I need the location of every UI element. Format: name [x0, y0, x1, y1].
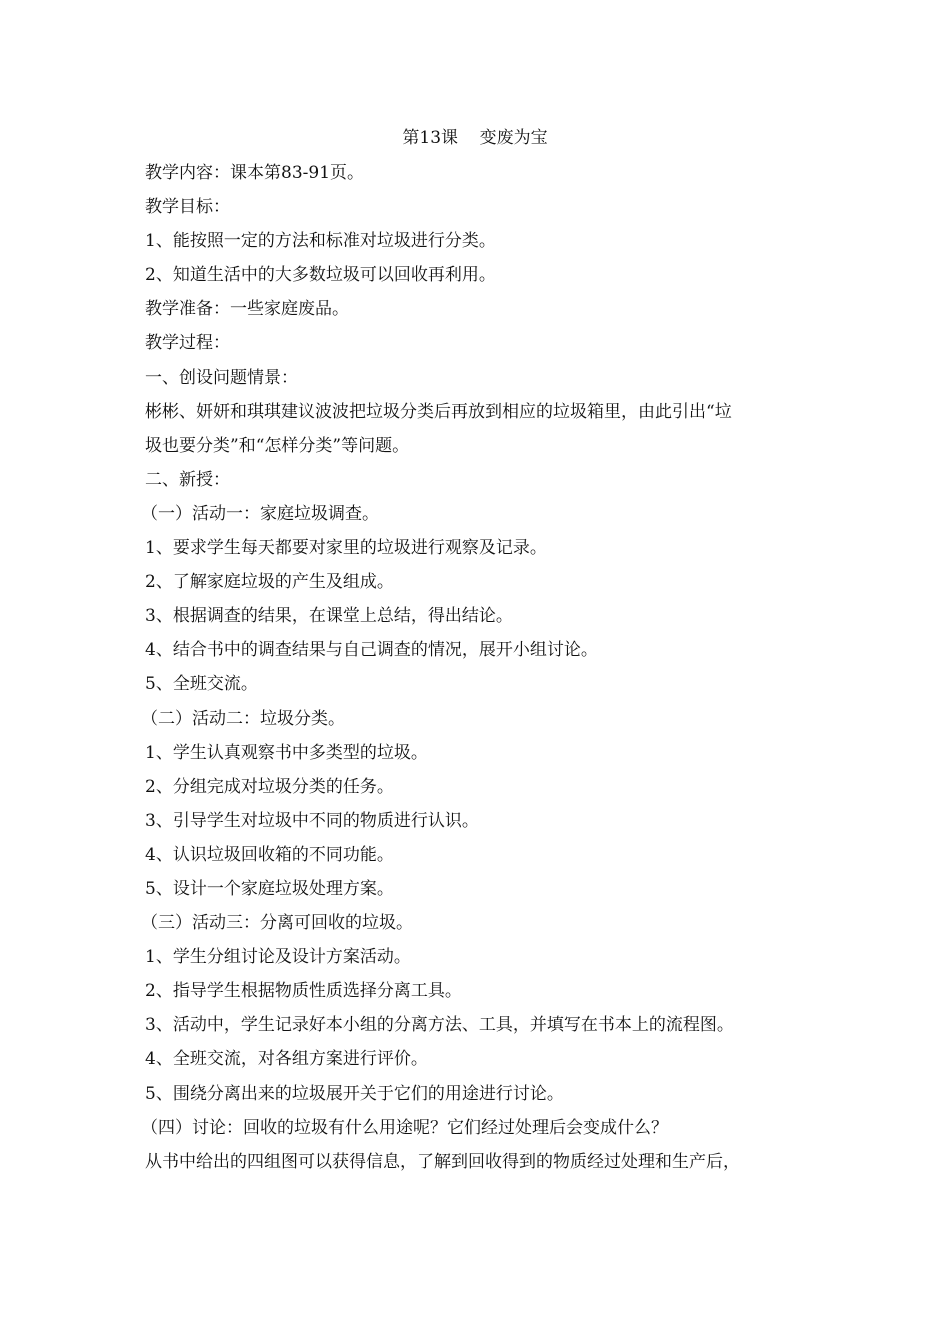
- text-line: 5、全班交流。: [145, 674, 258, 695]
- text-line: 教学过程：: [145, 333, 230, 354]
- text-line: 彬彬、妍妍和琪琪建议波波把垃圾分类后再放到相应的垃圾箱里，由此引出“垃: [145, 401, 732, 422]
- text-line: 4、结合书中的调查结果与自己调查的情况，展开小组讨论。: [145, 640, 598, 661]
- subsection-heading: （二）活动二：垃圾分类。: [141, 708, 345, 729]
- lesson-title: 第13课 变废为宝: [402, 128, 548, 148]
- text-line: 5、设计一个家庭垃圾处理方案。: [145, 878, 394, 899]
- subsection-heading: （三）活动三：分离可回收的垃圾。: [141, 913, 413, 934]
- text-line: 3、引导学生对垃圾中不同的物质进行认识。: [145, 810, 479, 831]
- lesson-body: [141, 156, 815, 1179]
- subsection-heading: （一）活动一：家庭垃圾调查。: [141, 503, 379, 524]
- text-line: 2、知道生活中的大多数垃圾可以回收再利用。: [145, 265, 496, 286]
- subsection-heading: （四）讨论：回收的垃圾有什么用途呢？它们经过处理后会变成什么？: [141, 1117, 668, 1138]
- text-line: 1、学生认真观察书中多类型的垃圾。: [145, 742, 428, 763]
- text-line: 教学准备：一些家庭废品。: [145, 299, 349, 320]
- text-line: 4、全班交流，对各组方案进行评价。: [145, 1049, 428, 1070]
- text-line: 1、能按照一定的方法和标准对垃圾进行分类。: [145, 231, 496, 252]
- text-line: 圾也要分类”和“怎样分类”等问题。: [145, 435, 410, 456]
- text-line: 3、活动中，学生记录好本小组的分离方法、工具，并填写在书本上的流程图。: [145, 1015, 734, 1036]
- text-line: 5、围绕分离出来的垃圾展开关于它们的用途进行讨论。: [145, 1083, 564, 1104]
- text-line: 1、学生分组讨论及设计方案活动。: [145, 947, 411, 968]
- text-line: 1、要求学生每天都要对家里的垃圾进行观察及记录。: [145, 538, 547, 559]
- text-line: 教学内容：课本第83-91页。: [145, 163, 365, 183]
- text-line: 2、指导学生根据物质性质选择分离工具。: [145, 981, 462, 1002]
- text-line: 2、分组完成对垃圾分类的任务。: [145, 776, 394, 797]
- section-heading: 一、创设问题情景：: [145, 367, 298, 388]
- text-line: 4、认识垃圾回收箱的不同功能。: [145, 844, 394, 865]
- text-line: 3、根据调查的结果，在课堂上总结，得出结论。: [145, 606, 513, 627]
- text-line: 从书中给出的四组图可以获得信息，了解到回收得到的物质经过处理和生产后，: [145, 1151, 740, 1172]
- text-line: 教学目标：: [145, 197, 230, 218]
- text-line: 2、了解家庭垃圾的产生及组成。: [145, 572, 394, 593]
- section-heading: 二、新授：: [145, 469, 230, 490]
